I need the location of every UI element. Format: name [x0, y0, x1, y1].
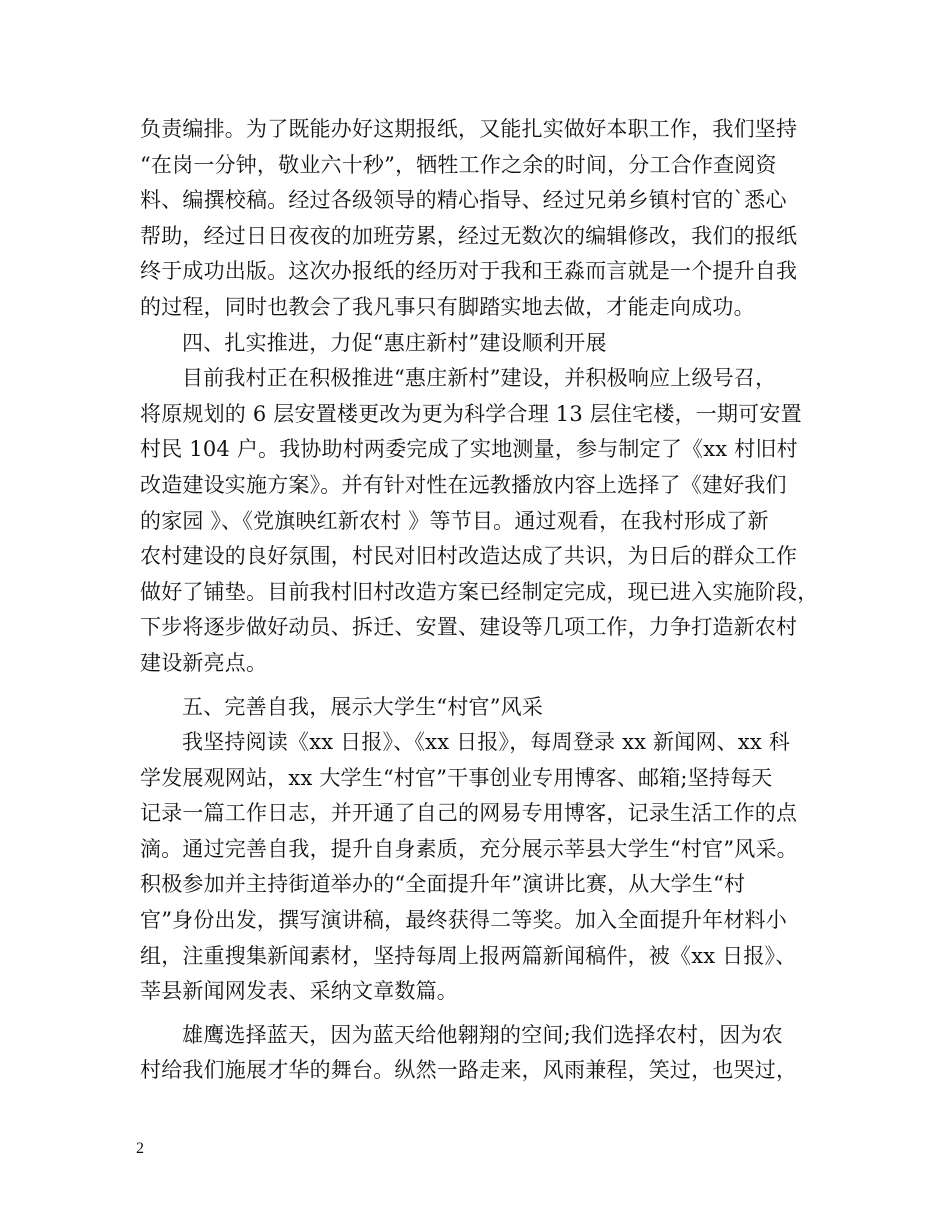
text-line: 滴。通过完善自我，提升自身素质，充分展示莘县大学生“村官”风采。: [140, 836, 798, 861]
document-body: [140, 112, 826, 1089]
text-line: 农村建设的良好氛围，村民对旧村改造达成了共识，为日后的群众工作: [140, 544, 798, 569]
text-line: 目前我村正在积极推进“惠庄新村”建设，并积极响应上级号召，: [182, 366, 777, 391]
text-line: 官”身份出发，撰写演讲稿，最终获得二等奖。加入全面提升年材料小: [140, 908, 787, 933]
text-line: 的家园 》、《党旗映红新农村 》等节目。通过观看，在我村形成了新: [140, 508, 769, 533]
text-line: 将原规划的 6 层安置楼更改为更为科学合理 13 层住宅楼，一期可安置: [140, 401, 802, 426]
text-line: 建设新亮点。: [140, 650, 268, 675]
text-line: 村民 104 户。我协助村两委完成了实地测量，参与制定了《xx 村旧村: [140, 437, 798, 462]
text-line: 改造建设实施方案》。并有针对性在远教播放内容上选择了《建好我们: [140, 472, 787, 497]
text-line: 学发展观网站，xx 大学生“村官”干事创业专用博客、邮箱;坚持每天: [140, 765, 773, 790]
paragraph-huizhuang-village: [140, 361, 826, 681]
page-number: 2: [136, 1140, 144, 1157]
text-line: 我坚持阅读《xx 日报》、《xx 日报》，每周登录 xx 新闻网、xx 科: [182, 730, 791, 755]
text-line: 记录一篇工作日志，并开通了自己的网易专用博客，记录生活工作的点: [140, 801, 798, 826]
text-line: 料、编撰校稿。经过各级领导的精心指导、经过兄弟乡镇村官的`悉心: [140, 188, 787, 213]
heading-text: 四、扎实推进，力促“惠庄新村”建设顺利开展: [182, 330, 607, 355]
paragraph-intro-continued: [140, 112, 826, 326]
paragraph-closing: [140, 1018, 826, 1089]
heading-text: 五、完善自我，展示大学生“村官”风采: [182, 694, 544, 719]
text-line: 组，注重搜集新闻素材，坚持每周上报两篇新闻稿件，被《xx 日报》、: [140, 943, 797, 968]
text-line: 终于成功出版。这次办报纸的经历对于我和王淼而言就是一个提升自我: [140, 259, 798, 284]
paragraph-self-improvement: [140, 725, 826, 1010]
text-line: 雄鹰选择蓝天，因为蓝天给他翱翔的空间;我们选择农村，因为农: [182, 1022, 783, 1047]
section-heading-4: [140, 326, 826, 362]
text-line: 的过程，同时也教会了我凡事只有脚踏实地去做，才能走向成功。: [140, 294, 755, 319]
text-line: “在岗一分钟，敬业六十秒”，牺牲工作之余的时间，分工合作查阅资: [140, 152, 777, 177]
text-line: 负责编排。为了既能办好这期报纸，又能扎实做好本职工作，我们坚持: [140, 117, 798, 141]
text-line: 积极参加并主持街道举办的“全面提升年”演讲比赛，从大学生“村: [140, 872, 746, 897]
section-heading-5: [140, 690, 826, 726]
text-line: 下步将逐步做好动员、拆迁、安置、建设等几项工作，力争打造新农村: [140, 615, 798, 640]
text-line: 帮助，经过日日夜夜的加班劳累，经过无数次的编辑修改，我们的报纸: [140, 223, 798, 248]
text-line: 村给我们施展才华的舞台。纵然一路走来，风雨兼程，笑过，也哭过，: [140, 1058, 798, 1083]
text-line: 做好了铺垫。目前我村旧村改造方案已经制定完成，现已进入实施阶段，: [140, 579, 819, 604]
text-line: 莘县新闻网发表、采纳文章数篇。: [140, 979, 458, 1004]
